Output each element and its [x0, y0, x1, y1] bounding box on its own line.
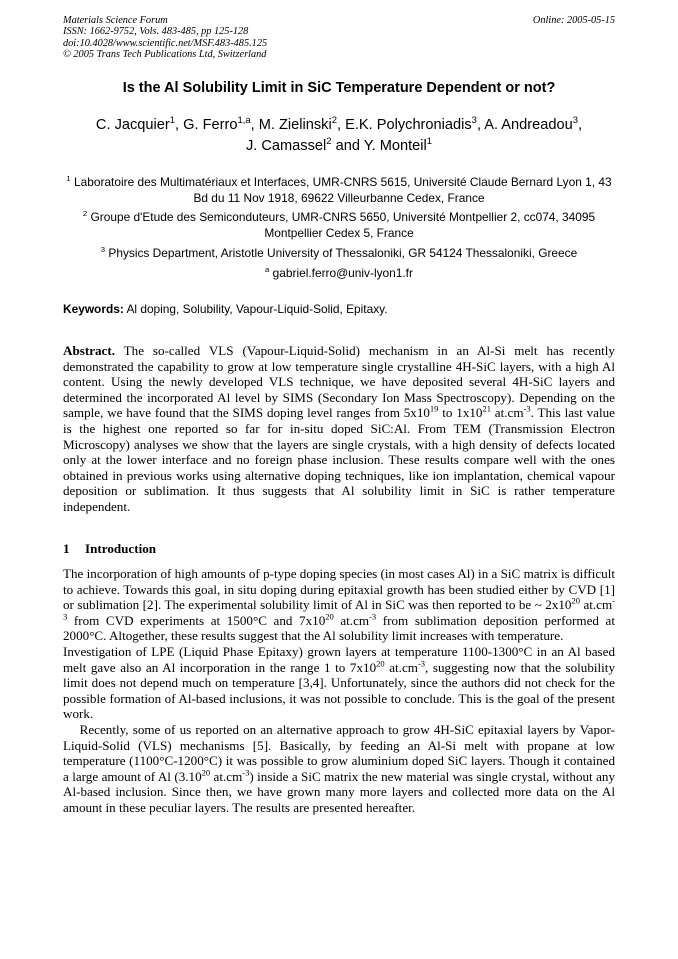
author: A. Andreadou$^3$, [484, 115, 583, 133]
affiliation-1: $^1$ Laboratoire des Multimatériaux et Interfaces, UMR-CNRS 5615, Université Claude Bernard Lyon 1, 43 Bd du 11 Nov 1918, 69622 Villeurbanne Cedex, France [66, 174, 612, 205]
intro-paragraph: Recently, some of us reported on an alternative approach to grow 4H-SiC epitaxial layers by Vapor-Liquid-Solid (VLS) mechanisms [5]. Basically, by feeding an Al-Si melt with propane at low temperature (1100°C-1200°C) it was possible to grow aluminium doped SiC layers. Though it contained a large amount of Al (3.10$^{20}$ $at.cm^{-3}$) inside a SiC matrix the new material was single crystal, without any Al-based inclusion. Since then, we have grown many more layers and collected more data on the Al amount in these peculiar layers. The results are presented hereafter. [63, 721, 619, 815]
issn-line: ISSN: 1662-9752, Vols. 483-485, pp 125-128 [63, 26, 249, 38]
copyright-line: © 2005 Trans Tech Publications Ltd, Switzerland [63, 49, 267, 61]
author-list [40, 115, 638, 157]
doi-line: doi:10.4028/www.scientific.net/MSF.483-485.125 [63, 37, 268, 49]
keywords: Keywords: Al doping, Solubility, Vapour-Liquid-Solid, Epitaxy. [63, 302, 388, 316]
author: Y. Monteil$^1$ [363, 136, 433, 154]
abstract-label: Abstract. [63, 343, 115, 358]
author: M. Zielinski$^2$, [258, 115, 346, 133]
introduction-text [63, 566, 619, 816]
paper-title: Is the Al Solubility Limit in SiC Temperature Dependent or not? [122, 80, 556, 96]
author: G. Ferro$^{1,a}$, [183, 115, 259, 133]
intro-paragraph: The incorporation of high amounts of p-type doping species (in most cases Al) in a SiC matrix is difficult to achieve. Towards this goal, in situ doping during epitaxial growth has been studied either by CVD [1] or sublimation [2]. The experimental solubility limit of Al in SiC was then reported to be ~ $2x10^{20}$ $at.cm^{-3}$ from CVD experiments at 1500°C and $7x10^{20}$ $at.cm^{-3}$ from sublimation deposition performed at 2000°C. Altogether, these results suggest that the Al solubility limit increases with temperature. [63, 566, 616, 644]
author: E.K. Polychroniadis$^3$, [345, 115, 485, 133]
affiliation-3: $^3$ Physics Department, Aristotle University of Thessaloniki, GR 54124 Thessaloniki, Greece [100, 245, 578, 260]
journal-header [63, 15, 267, 61]
online-date: Online: 2005-05-15 [532, 15, 615, 26]
contact-email: $^a$ gabriel.ferro@univ-lyon1.fr [265, 265, 413, 280]
abstract: Abstract. The so-called VLS (Vapour-Liquid-Solid) mechanism in an Al-Si melt has recently demonstrated the capability to grow at low temperature single crystalline 4H-SiC layers, with a high Al content. Using the newly developed VLS technique, we have deposited several 4H-SiC layers and determined the incorporated Al level by SIMS (Secondary Ion Mass Spectroscopy). Depending on the sample, we have found that the SIMS doping level ranges from $5x10^{19}$ to $1x10^{21}$ $at.cm^{-3}$. This last value is the highest one reported so far for in-situ doped SiC:Al. From TEM (Transmission Electron Microscopy) analyses we show that the layers are single crystals, with a high density of defects located only at the lower interface and no foreign phase inclusion. These results compare well with the ones obtained in previous works using alternative doping techniques, like ion implantation, chemical vapour deposition or sublimation. It thus suggests that Al solubility limit in SiC is rather temperature independent. [63, 343, 615, 514]
author: C. Jacquier$^1$, [95, 115, 184, 133]
affiliation-2: $^2$ Groupe d'Etude des Semiconduteurs, UMR-CNRS 5650, Université Montpellier 2, cc074, 34095 Montpellier Cedex 5, France [82, 209, 596, 240]
section-heading: 1 Introduction [63, 541, 157, 556]
journal-name: Materials Science Forum [63, 15, 168, 26]
intro-paragraph: Investigation of LPE (Liquid Phase Epitaxy) grown layers at temperature 1100-1300°C in an Al based melt gave also an Al incorporation in the range 1 to $7x10^{20}$ $at.cm^{-3}$, suggesting now that the solubility limit does not depend much on temperature [3,4]. Unfortunately, since the authors did not check for the possible formation of Al-based inclusions, it was not possible to conclude. This is the goal of the present work. [63, 643, 615, 722]
author: J. Camassel$^2$ and [245, 136, 364, 154]
